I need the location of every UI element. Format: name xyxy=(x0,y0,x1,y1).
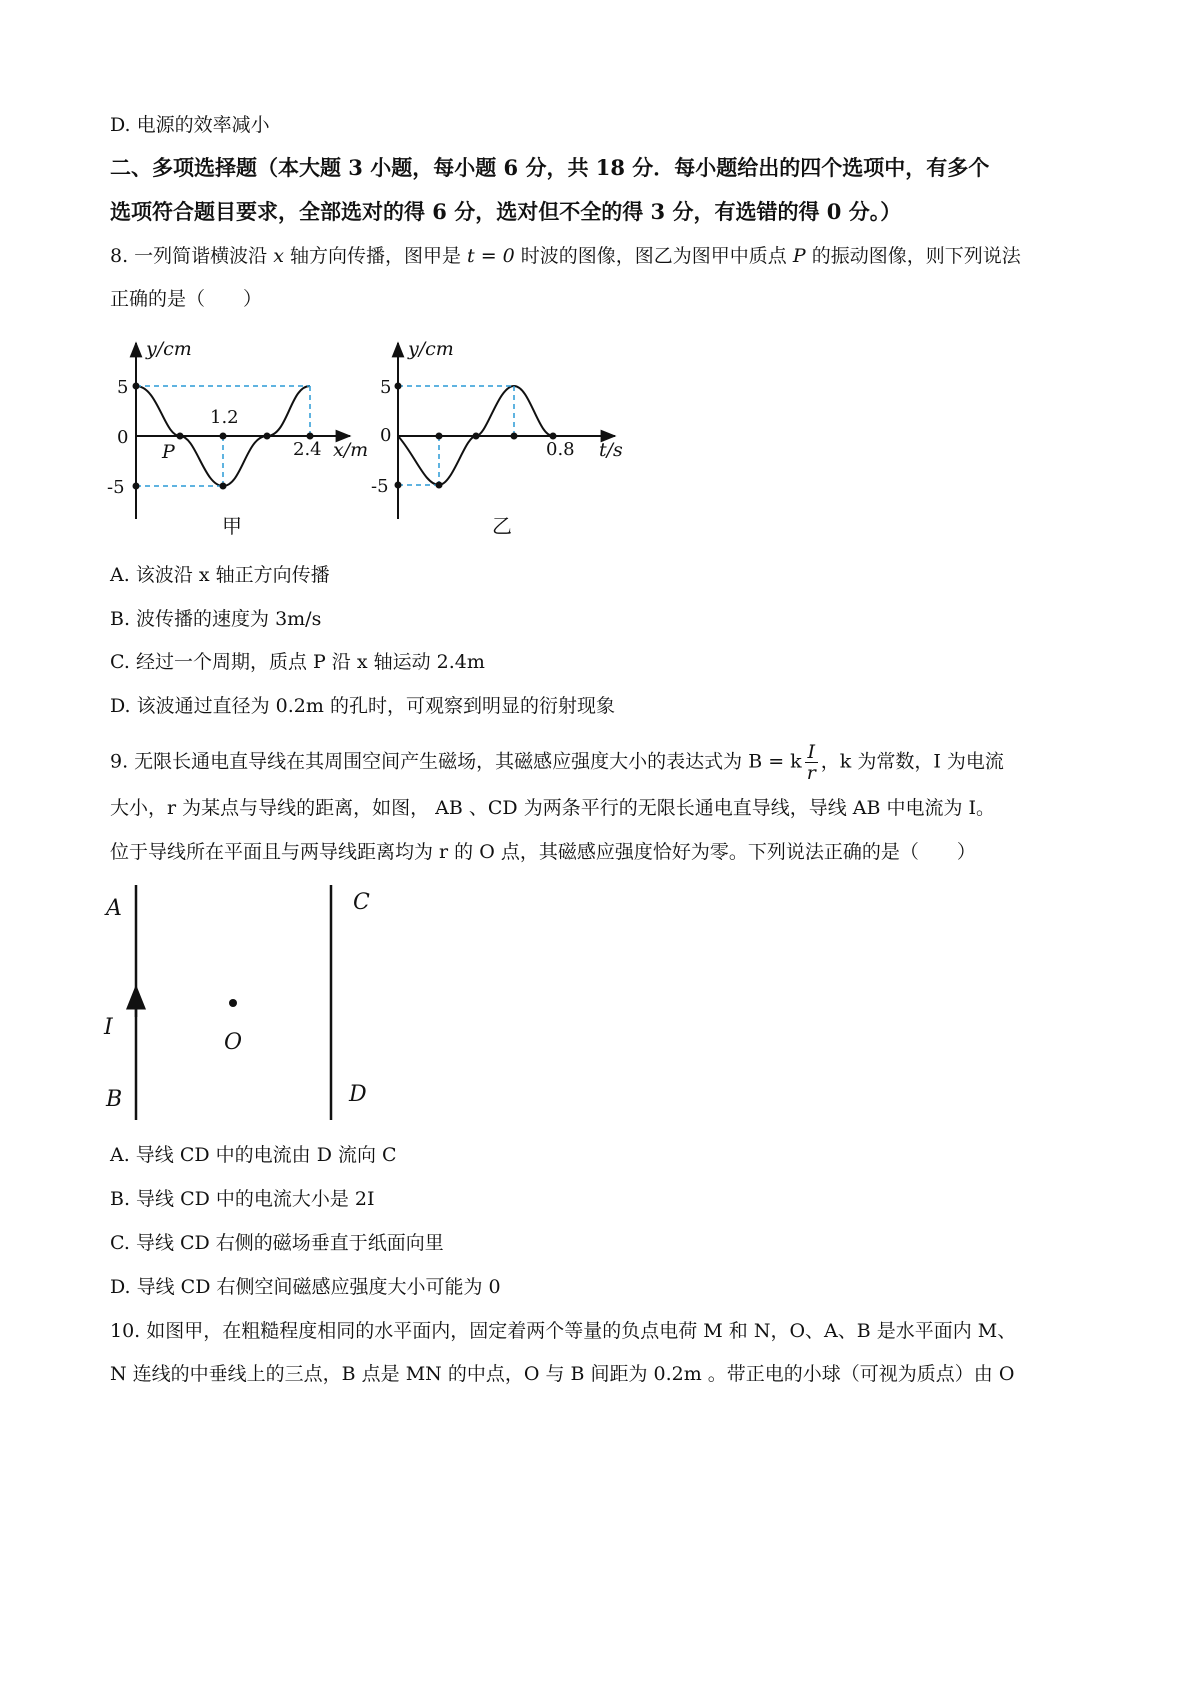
graph-jia-tick-1-2: 1.2 xyxy=(210,407,239,428)
graph-jia-tick-neg5: -5 xyxy=(107,477,125,498)
graph-yi-tick-0-8: 0.8 xyxy=(546,439,575,460)
q9-stem-line2: 大小，r 为某点与导线的距离，如图， AB 、CD 为两条平行的无限长通电直导线，导线 AB 中电流为 I。 xyxy=(110,797,996,819)
graph-jia-caption: 甲 xyxy=(222,514,242,538)
q8-stem-part-b: 轴方向传播，图甲是 xyxy=(283,245,468,267)
graph-yi-y-label: y/cm xyxy=(408,338,454,360)
graph-yi-tick-5: 5 xyxy=(380,377,392,398)
graph-yi xyxy=(371,338,623,538)
graph-yi-point-three-quarter xyxy=(511,433,518,440)
label-o: O xyxy=(224,1030,243,1055)
graph-yi-point-half xyxy=(473,433,480,440)
graph-yi-point-bottom xyxy=(395,482,402,489)
graph-jia-x-label: x/m xyxy=(333,439,369,461)
q9-stem-line3: 位于导线所在平面且与两导线距离均为 r 的 O 点，其磁感应强度恰好为零。下列说法正确的是（ ） xyxy=(110,841,976,863)
q8-stem-x: x xyxy=(273,245,284,267)
q8-stem-p: P xyxy=(792,245,806,267)
graph-jia-point-1-2 xyxy=(220,433,227,440)
q8-stem-part-d: 的振动图像，则下列说法 xyxy=(805,245,1021,267)
graph-jia-point-node xyxy=(264,433,271,440)
q8-stem-line2: 正确的是（ ） xyxy=(110,288,263,310)
graph-yi-x-label: t/s xyxy=(599,439,623,461)
q8-option-b: B. 波传播的速度为 3m/s xyxy=(110,608,322,630)
label-i: I xyxy=(104,1015,113,1040)
q9-formula-fraction xyxy=(805,742,818,783)
q8-option-a: A. 该波沿 x 轴正方向传播 xyxy=(110,564,330,586)
graph-jia-point-trough xyxy=(220,483,227,490)
q8-stem-part-a: 8. 一列简谐横波沿 xyxy=(110,245,274,267)
graph-jia-tick-5: 5 xyxy=(117,377,129,398)
q9-fraction-numerator: I xyxy=(805,742,818,763)
graph-jia-point-p xyxy=(177,433,184,440)
q8-option-d: D. 该波通过直径为 0.2m 的孔时，可观察到明显的衍射现象 xyxy=(110,695,615,717)
q8-option-c: C. 经过一个周期，质点 P 沿 x 轴运动 2.4m xyxy=(110,651,485,673)
graph-jia-point-bottom xyxy=(133,483,140,490)
q9-stem-part-b: ，k 为常数，I 为电流 xyxy=(820,750,1004,773)
graph-jia-p-label: P xyxy=(162,441,175,463)
q10-stem-line1: 10. 如图甲，在粗糙程度相同的水平面内，固定着两个等量的负点电荷 M 和 N，O、A、B 是水平面内 M、 xyxy=(110,1320,1017,1342)
graph-yi-point-quarter xyxy=(436,433,443,440)
label-d: D xyxy=(349,1082,367,1107)
graph-yi-point-top xyxy=(395,383,402,390)
graph-jia-tick-2-4: 2.4 xyxy=(293,439,322,460)
q9-fraction-denominator: r xyxy=(806,762,816,784)
section-heading-line1: 二、多项选择题（本大题 3 小题，每小题 6 分，共 18 分．每小题给出的四个选项中，有多个 xyxy=(110,155,990,180)
label-a: A xyxy=(106,896,122,921)
q9-option-d: D. 导线 CD 右侧空间磁感应强度大小可能为 0 xyxy=(110,1276,501,1298)
graph-yi-tick-neg5: -5 xyxy=(371,476,389,497)
q8-stem-t0: t = 0 xyxy=(467,245,515,267)
q9-stem-line1 xyxy=(110,742,1004,783)
q8-stem-line1 xyxy=(110,243,1021,269)
graph-yi-point-trough xyxy=(436,482,443,489)
graph-jia-tick-0: 0 xyxy=(117,427,129,448)
q7-option-d: D. 电源的效率减小 xyxy=(110,114,270,136)
graph-jia-y-label: y/cm xyxy=(146,338,192,360)
q9-figure xyxy=(100,875,420,1125)
q10-stem-line2: N 连线的中垂线上的三点，B 点是 MN 的中点，O 与 B 间距为 0.2m 。带正电的小球（可视为质点）由 O xyxy=(110,1363,1015,1385)
q8-graphs xyxy=(100,335,800,555)
graph-jia-point-top xyxy=(133,383,140,390)
q9-option-c: C. 导线 CD 右侧的磁场垂直于纸面向里 xyxy=(110,1232,444,1254)
point-o xyxy=(229,999,237,1007)
label-b: B xyxy=(106,1087,123,1112)
graph-yi-tick-0: 0 xyxy=(380,425,392,446)
q9-option-b: B. 导线 CD 中的电流大小是 2I xyxy=(110,1188,375,1210)
q9-stem-part-a: 9. 无限长通电直导线在其周围空间产生磁场，其磁感应强度大小的表达式为 B = k xyxy=(110,750,802,773)
graph-jia xyxy=(107,338,368,538)
q9-option-a: A. 导线 CD 中的电流由 D 流向 C xyxy=(110,1144,397,1166)
q8-stem-part-c: 时波的图像，图乙为图甲中质点 xyxy=(514,245,793,267)
label-c: C xyxy=(353,890,370,915)
graph-yi-caption: 乙 xyxy=(492,514,512,538)
section-heading-line2: 选项符合题目要求，全部选对的得 6 分，选对但不全的得 3 分，有选错的得 0 分。） xyxy=(110,199,902,224)
